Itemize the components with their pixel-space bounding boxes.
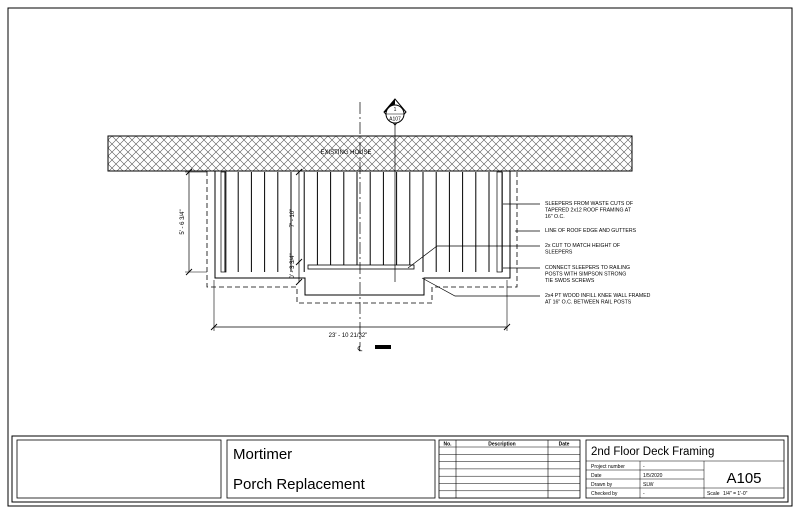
- note-2-line-1: LINE OF ROOF EDGE AND GUTTERS: [545, 228, 637, 234]
- lower-depth-text: 0' - 3 3/4": [290, 253, 296, 279]
- note-5-line-1: 2x4 PT WOOD INFILL KNEE WALL FRAMED: [545, 293, 651, 299]
- drawn-by-value: SLW: [643, 482, 654, 488]
- centerline-symbol: ℄: [357, 346, 363, 353]
- sheet-info-box: [586, 440, 784, 498]
- date-label: Date: [591, 473, 602, 479]
- note-1-line-3: 16" O.C.: [545, 214, 565, 220]
- scale-value: 1/4" = 1'-0": [723, 491, 748, 497]
- north-bar: [375, 345, 391, 349]
- checked-by-label: Checked by: [591, 491, 618, 497]
- drawn-by-label: Drawn by: [591, 482, 613, 488]
- annotation-notes: [545, 201, 651, 306]
- note-4-line-1: CONNECT SLEEPERS TO RAILING: [545, 265, 631, 271]
- note-4-line-3: TIE SWDS SCREWS: [545, 278, 595, 284]
- existing-house-label: EXISTING HOUSE: [320, 150, 372, 156]
- left-depth-dimension: [180, 169, 207, 275]
- section-marker-sheet: A107: [389, 116, 401, 123]
- title-block: [12, 436, 788, 502]
- project-number-label: Project number: [591, 464, 625, 470]
- revisions-header-no: No.: [443, 441, 452, 448]
- overall-width-dimension: [211, 280, 510, 339]
- deck-outline: [215, 171, 510, 295]
- revisions-table: [439, 440, 580, 498]
- overall-width-text: 23' - 10 21/32": [328, 333, 368, 339]
- sheet-number: A105: [726, 470, 762, 487]
- checked-by-value: -: [643, 491, 645, 497]
- revisions-header-description: Description: [488, 441, 516, 448]
- sheet-title: 2nd Floor Deck Framing: [591, 446, 715, 458]
- project-name: Porch Replacement: [233, 476, 365, 493]
- inner-depth-dimension: [290, 169, 302, 265]
- plan-drawing: [108, 99, 651, 353]
- note-5-line-2: AT 16" O.C. BETWEEN RAIL POSTS: [545, 299, 632, 306]
- inner-depth-text: 7' - 10": [290, 208, 296, 228]
- note-leaders: [408, 204, 540, 296]
- sill-2x-cut: [308, 265, 414, 269]
- project-number-value: -: [643, 464, 645, 470]
- note-3-line-2: SLEEPERS: [545, 249, 573, 256]
- client-name: Mortimer: [233, 446, 293, 463]
- rail-post-2: [497, 172, 502, 272]
- lower-depth-dimension: [290, 253, 302, 285]
- scale-label: Scale: [707, 491, 720, 497]
- sheet-border: [8, 8, 792, 506]
- roof-edge-line: [207, 171, 517, 303]
- left-depth-text: 5' - 6 3/4": [180, 209, 186, 235]
- note-3-line-1: 2x CUT TO MATCH HEIGHT OF: [545, 243, 621, 249]
- logo-box: [17, 440, 221, 498]
- section-marker[interactable]: [384, 99, 406, 125]
- note-4-line-2: POSTS WITH SIMPSON STRONG: [545, 271, 627, 278]
- revisions-header-date: Date: [558, 441, 570, 448]
- sleepers: [221, 172, 502, 272]
- note-1-line-1: SLEEPERS FROM WASTE CUTS OF: [545, 201, 634, 207]
- section-marker-number: 1: [393, 107, 397, 113]
- date-value: 1/5/2020: [643, 473, 663, 479]
- note-1-line-2: TAPERED 2x12 ROOF FRAMING AT: [545, 207, 631, 214]
